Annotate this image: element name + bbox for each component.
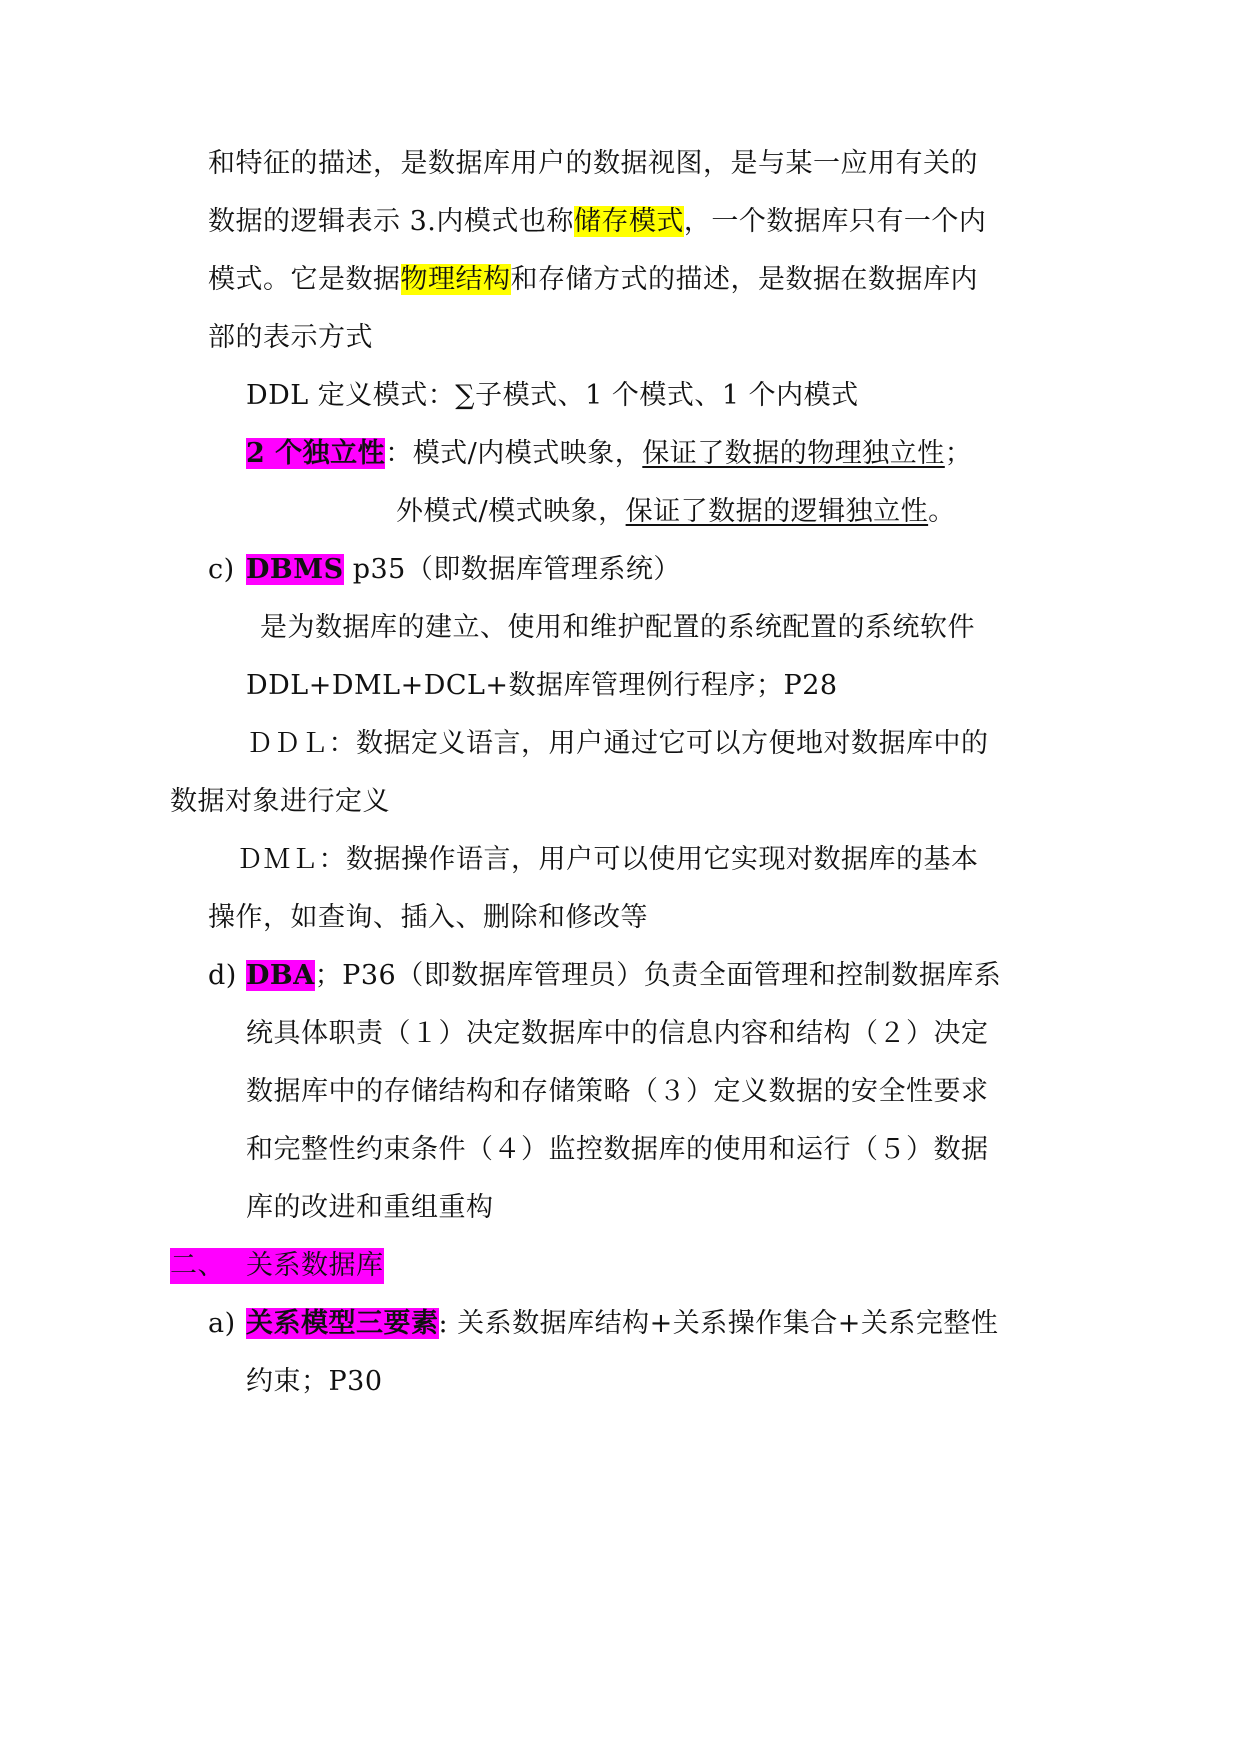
paragraph-line <box>236 842 979 878</box>
text: ，一个数据库只有一个内 <box>683 206 987 237</box>
text: 和特征的描述，是数据库用户的数据视图，是与某一应用有关的 <box>208 148 978 179</box>
text: 操作，如查询、插入、删除和修改等 <box>208 902 648 933</box>
list-item-c <box>208 552 681 588</box>
underlined-logical-independence: 保证了数据的逻辑独立性 <box>625 496 929 527</box>
paragraph-line <box>246 1190 494 1226</box>
independence-line-2 <box>396 494 956 530</box>
independence-line-1 <box>246 436 972 472</box>
text: : 关系数据库结构+关系操作集合+关系完整性 <box>438 1308 999 1339</box>
paragraph-line <box>260 610 975 646</box>
text: 统具体职责（１）决定数据库中的信息内容和结构（２）决定 <box>246 1018 989 1049</box>
list-item-a <box>208 1306 998 1342</box>
paragraph-line <box>246 1132 989 1168</box>
highlight-storage-schema: 储存模式 <box>573 206 684 237</box>
paragraph-line <box>170 784 390 820</box>
paragraph-line <box>208 204 986 240</box>
text: 数据库中的存储结构和存储策略（３）定义数据的安全性要求 <box>246 1076 989 1107</box>
text: DDL 定义模式：∑子模式、1 个模式、1 个内模式 <box>246 380 859 411</box>
text: 外模式/模式映象， <box>396 496 626 527</box>
text: 。 <box>928 496 956 527</box>
paragraph-line <box>246 1074 989 1110</box>
text: 模式/内模式映象， <box>412 438 643 469</box>
section-number: 二、 <box>170 1250 225 1281</box>
ddl-definition-line <box>246 378 859 414</box>
section-title: 关系数据库 <box>246 1250 384 1281</box>
paragraph-line <box>246 726 989 762</box>
text: ；P36（即数据库管理员）负责全面管理和控制数据库系 <box>314 960 1002 991</box>
paragraph-line <box>208 262 978 298</box>
term-dbms: DBMS <box>246 554 344 585</box>
term-dba: DBA <box>246 960 315 991</box>
text: ＤＭＬ：数据操作语言，用户可以使用它实现对数据库的基本 <box>236 844 979 875</box>
highlight-physical-structure: 物理结构 <box>400 264 511 295</box>
text: p35（即数据库管理系统） <box>343 554 681 585</box>
list-marker: a) <box>208 1308 236 1339</box>
paragraph-line <box>246 1016 989 1052</box>
list-item-d <box>208 958 1001 994</box>
paragraph-line <box>246 1364 383 1400</box>
paragraph-line <box>208 900 648 936</box>
text: 数据对象进行定义 <box>170 786 390 817</box>
text: 约束；P30 <box>246 1366 383 1397</box>
paragraph-line <box>208 146 978 182</box>
independence-label: 2 个独立性 <box>246 438 386 469</box>
list-marker: c) <box>208 554 235 585</box>
paragraph-line <box>246 668 838 704</box>
text: ； <box>944 438 973 469</box>
term-three-elements: 关系模型三要素 <box>246 1308 439 1339</box>
paragraph-line <box>208 320 373 356</box>
text: ＤＤＬ：数据定义语言，用户通过它可以方便地对数据库中的 <box>246 728 989 759</box>
text: 是为数据库的建立、使用和维护配置的系统配置的系统软件 <box>260 612 975 643</box>
text: 和完整性约束条件（４）监控数据库的使用和运行（５）数据 <box>246 1134 989 1165</box>
text: 部的表示方式 <box>208 322 373 353</box>
text: 数据的逻辑表示 3.内模式也称 <box>208 206 574 237</box>
text: 和存储方式的描述，是数据在数据库内 <box>510 264 978 295</box>
text: ： <box>385 438 413 469</box>
section-heading-highlight <box>170 1248 384 1284</box>
section-heading <box>170 1248 384 1284</box>
text: 库的改进和重组重构 <box>246 1192 494 1223</box>
underlined-physical-independence: 保证了数据的物理独立性 <box>642 438 945 469</box>
list-marker: d) <box>208 960 237 991</box>
text: DDL+DML+DCL+数据库管理例行程序；P28 <box>246 670 838 701</box>
text: 模式。它是数据 <box>208 264 401 295</box>
